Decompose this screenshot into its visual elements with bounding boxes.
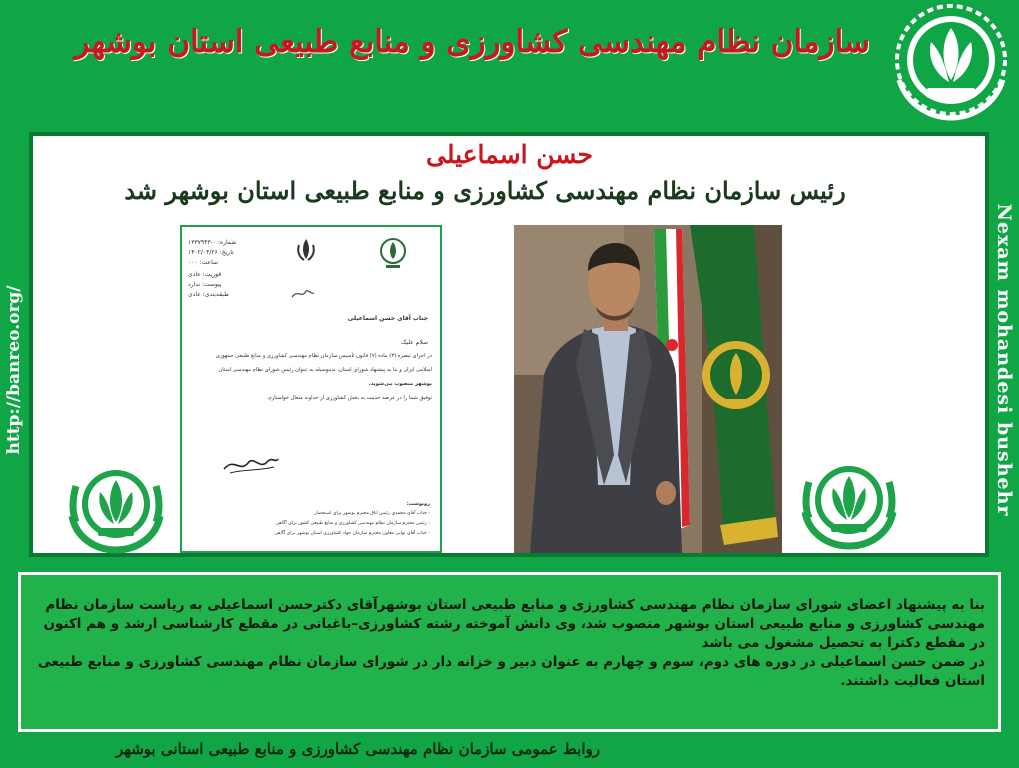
letter-greeting: سلام علیک	[401, 339, 428, 346]
organization-logo-icon	[887, 2, 1015, 124]
footer-text: روابط عمومی سازمان نظام مهندسی کشاورزی و منابع طبیعی استانی بوشهر	[116, 740, 600, 758]
letter-attachment: پیوست: ندارد	[188, 281, 222, 288]
stamp-signature-icon	[290, 287, 316, 301]
letter-body-3: بوشهر منصوب می‌شوید.	[368, 381, 432, 387]
headline-name: حسن اسماعیلی	[425, 140, 594, 169]
caption-text	[30, 596, 985, 691]
caption-paragraph-1: بنا به پیشنهاد اعضای شورای سازمان نظام مهندسی کشاورزی و منابع طبیعی استان بوشهرآقای دکترحسن اسماعیلی به ریاست سازمان نظام مهندسی کشاورزی و منابع طبیعی استان بوشهر منصوب شد، وی دانش آموخته رشته کشاورزی–باغبانی در مقطع کارشناسی ارشد و هم اکنون در مقطع دکترا به تحصیل مشغول می باشد	[43, 597, 985, 651]
side-url-text: http://banreo.org/	[4, 285, 24, 455]
letter-cc-title: رونوشت:	[406, 501, 430, 507]
letter-classification: طبقه‌بندی: عادی	[188, 291, 229, 298]
letter-cc-3: - جناب آقای نوابی معاون محترم سازمان جهاد کشاورزی استان بوشهر برای آگاهی	[274, 531, 430, 536]
right-emblem-icon	[795, 452, 903, 550]
letter-time: ساعت: ۰۰۰	[188, 259, 218, 266]
letter-body-1: در اجرای تبصره (۳) ماده (۷) قانون تأسیس سازمان نظام مهندسی کشاورزی و منابع طبیعی جمهوری	[215, 353, 432, 359]
portrait-photo	[514, 225, 782, 553]
caption-paragraph-2: در ضمن حسن اسماعیلی در دوره های دوم، سوم و چهارم به عنوان دبیر و خزانه دار در شورای سازمان نظام مهندسی کشاورزی و منابع طبیعی استان فعالیت داشتند.	[37, 654, 985, 689]
letter-date: تاریخ: ۱۴۰۲/۰۴/۲۶	[188, 249, 234, 256]
headline-role: رئیس سازمان نظام مهندسی کشاورزی و منابع طبیعی استان بوشهر شد	[124, 176, 846, 205]
letter-body-2: اسلامی ایران و بنا به پیشنهاد شورای استان، بدینوسیله به عنوان رئیس شورای نظام مهندسی استان	[218, 367, 432, 373]
appointment-letter	[180, 225, 442, 553]
left-emblem-icon	[62, 456, 170, 554]
letter-body-4: توفیق شما را در عرصه خدمت به بخش کشاورزی از خداوند متعال خواستارم.	[266, 395, 432, 401]
letter-number: شماره: ۰-۱۳۳۷۹۴۳	[188, 239, 237, 246]
letter-cc-1: - جناب آقای محمدی رئیس اتاق محترم بوشهر برای استحضار	[314, 511, 430, 516]
side-name-text: Nexam mohandesi bushehr	[993, 203, 1015, 517]
jihad-logo-icon	[378, 237, 408, 271]
letter-addressee: جناب آقای حسن اسماعیلی	[347, 315, 428, 322]
iran-emblem-icon	[294, 237, 318, 263]
header-title: سازمان نظام مهندسی کشاورزی و منابع طبیعی استان بوشهر	[74, 24, 870, 60]
letter-priority: فوریت: عادی	[188, 271, 222, 278]
signature-icon	[220, 451, 280, 477]
letter-cc-2: - رئیس محترم سازمان نظام مهندسی کشاورزی و منابع طبیعی کشور برای آگاهی	[275, 521, 430, 526]
